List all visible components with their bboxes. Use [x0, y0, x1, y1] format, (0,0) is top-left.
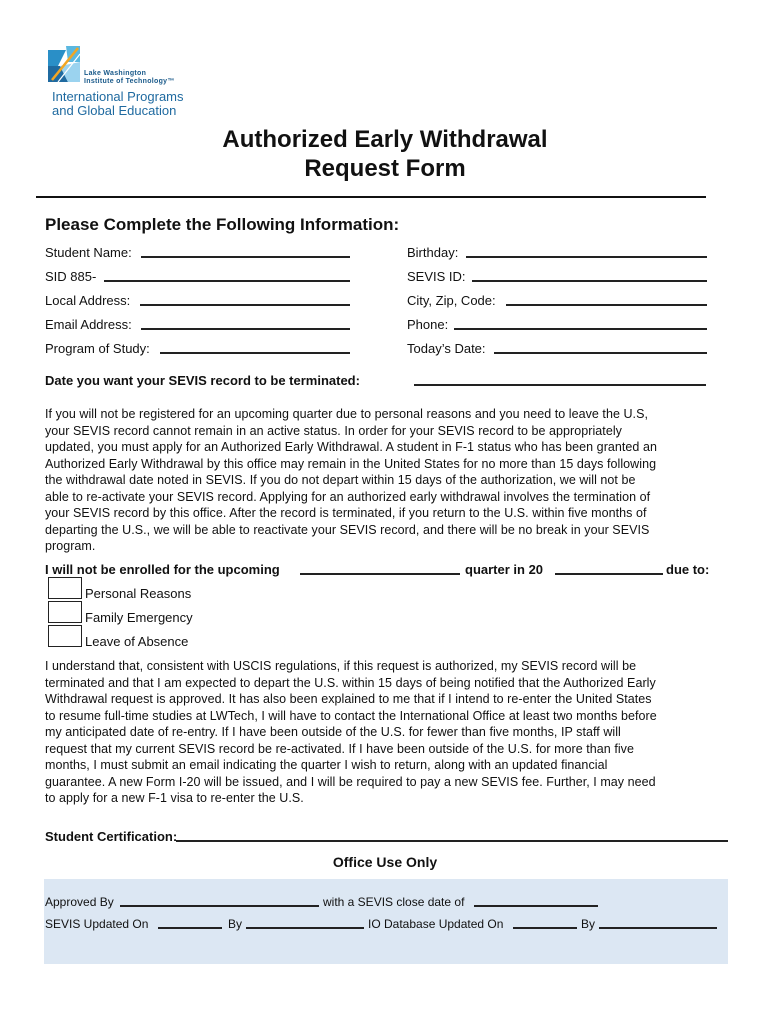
by2-field[interactable] [599, 927, 717, 929]
student-name-label: Student Name: [45, 245, 132, 260]
city-zip-field[interactable] [506, 304, 707, 306]
para1-line: your SEVIS record by this office. After the record is terminated, if you return to the U.S. within five months of [45, 506, 647, 520]
io-database-field[interactable] [513, 927, 577, 929]
close-date-label: with a SEVIS close date of [323, 895, 465, 909]
form-title-line1: Authorized Early Withdrawal [222, 126, 548, 153]
enroll-statement-part3: due to: [666, 562, 710, 577]
para2-line: Withdrawal request is approved. It has also been explained to me that if I intend to re-enter the United States [45, 692, 652, 706]
family-emergency-checkbox[interactable] [48, 601, 82, 623]
understanding-paragraph [45, 658, 735, 807]
city-zip-label: City, Zip, Code: [407, 293, 496, 308]
phone-field[interactable] [454, 328, 707, 330]
para2-line: request that my current SEVIS record be re-activated. If I have been outside of the U.S. for more than five [45, 741, 634, 756]
para1-line: departing the U.S., we will be able to reactivate your SEVIS record, and there will be no break in your SEVIS [45, 522, 650, 537]
by2-label: By [581, 917, 596, 931]
leave-of-absence-label: Leave of Absence [85, 634, 189, 649]
email-label: Email Address: [45, 317, 132, 332]
sevis-updated-label: SEVIS Updated On [45, 917, 149, 931]
logo-mark-icon [46, 44, 82, 84]
program-field[interactable] [160, 352, 350, 354]
title-divider [36, 196, 706, 198]
enroll-statement-part2: quarter in 20 [465, 562, 544, 577]
approved-by-field[interactable] [120, 905, 319, 907]
terminate-date-field[interactable] [414, 384, 706, 386]
para2-line: guarantee. A new Form I-20 will be issued, and I will be required to pay a new SEVIS fee. Further, I may need [45, 774, 656, 789]
logo-text-line4: and Global Education [52, 103, 177, 118]
local-address-field[interactable] [140, 304, 350, 306]
approved-by-label: Approved By [45, 895, 114, 909]
para1-line: updated, you must apply for an Authorized Early Withdrawal. A student in F-1 status who has been granted an [45, 440, 657, 454]
institution-logo [46, 44, 186, 120]
para2-line: I understand that, consistent with USCIS regulations, if this request is authorized, my SEVIS record will be [45, 659, 637, 673]
phone-label: Phone: [407, 317, 449, 332]
sevis-updated-field[interactable] [158, 927, 222, 929]
local-address-label: Local Address: [45, 293, 131, 308]
sid-label: SID 885- [45, 269, 97, 284]
program-label: Program of Study: [45, 341, 150, 356]
todays-date-field[interactable] [494, 352, 707, 354]
section-heading: Please Complete the Following Information: [45, 215, 400, 234]
todays-date-label: Today’s Date: [407, 341, 486, 356]
form-title-line2: Request Form [304, 155, 466, 182]
para2-line: terminated and that I am expected to depart the U.S. within 15 days of being notified that the Authorized Early [45, 675, 656, 690]
para1-line: program. [45, 539, 96, 553]
withdrawal-policy-paragraph [45, 406, 735, 555]
sid-field[interactable] [104, 280, 350, 282]
quarter-field[interactable] [300, 573, 460, 575]
student-certification-label: Student Certification: [45, 829, 178, 844]
para1-line: able to re-activate your SEVIS record. Applying for an authorized early withdrawal involves the termination of [45, 489, 651, 504]
by1-label: By [228, 917, 243, 931]
student-name-field[interactable] [141, 256, 350, 258]
para1-line: If you will not be registered for an upcoming quarter due to personal reasons and you need to leave the U.S, [45, 407, 648, 421]
logo-text-line2: Institute of Technology™ [84, 78, 175, 85]
by1-field[interactable] [246, 927, 364, 929]
para2-line: to apply for a new F-1 visa to re-enter the U.S. [45, 791, 304, 805]
para1-line: Authorized Early Withdrawal by this office may remain in the United States for no more than 15 days following [45, 456, 657, 471]
terminate-date-label: Date you want your SEVIS record to be terminated: [45, 373, 360, 388]
para2-line: to resume full-time studies at LWTech, I will have to contact the International Office at least two months before [45, 708, 657, 723]
para2-line: months, I must submit an email indicating the quarter I wish to return, along with an updated financial [45, 758, 608, 772]
student-certification-field[interactable] [176, 840, 728, 842]
leave-of-absence-checkbox[interactable] [48, 625, 82, 647]
sevis-id-field[interactable] [472, 280, 707, 282]
birthday-field[interactable] [466, 256, 707, 258]
family-emergency-label: Family Emergency [85, 610, 193, 625]
para1-line: your SEVIS record cannot remain in an active status. In order for your SEVIS record to be appropriately [45, 423, 622, 438]
birthday-label: Birthday: [407, 245, 459, 260]
logo-text-line3: International Programs [52, 89, 184, 104]
enroll-statement-part1: I will not be enrolled for the upcoming [45, 562, 280, 577]
email-field[interactable] [141, 328, 350, 330]
io-database-label: IO Database Updated On [368, 917, 504, 931]
close-date-field[interactable] [474, 905, 598, 907]
year-field[interactable] [555, 573, 663, 575]
personal-reasons-label: Personal Reasons [85, 586, 192, 601]
sevis-id-label: SEVIS ID: [407, 269, 466, 284]
personal-reasons-checkbox[interactable] [48, 577, 82, 599]
para1-line: the withdrawal date noted in SEVIS. If you do not depart within 15 days of the authorization, we will not be [45, 473, 636, 487]
logo-text-line1: Lake Washington [84, 70, 147, 77]
office-use-heading: Office Use Only [332, 854, 438, 870]
para2-line: my anticipated date of re-entry. If I have been outside of the U.S. for fewer than five months, IP staff will [45, 725, 621, 739]
